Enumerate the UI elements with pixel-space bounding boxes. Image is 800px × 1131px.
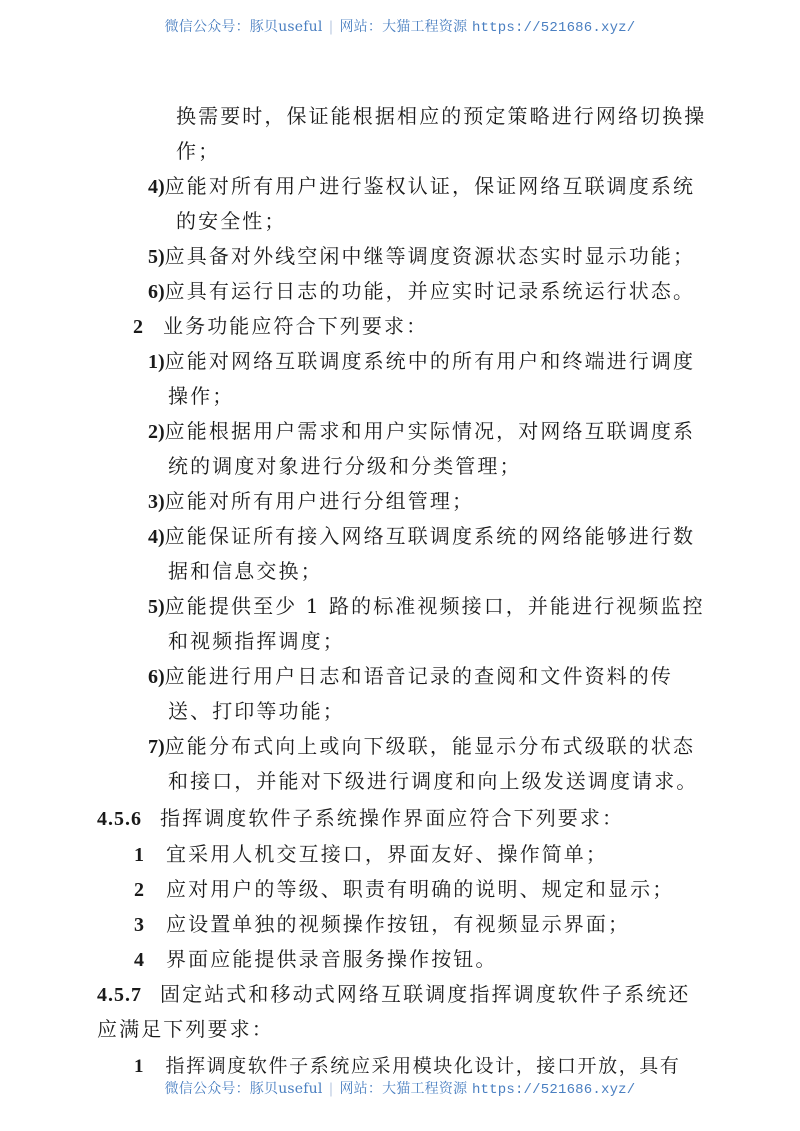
text-line: 作； bbox=[176, 139, 221, 163]
watermark-top bbox=[0, 16, 800, 36]
item-number: 1 bbox=[134, 1056, 144, 1077]
item-number: 6) bbox=[148, 281, 165, 303]
watermark-separator: | bbox=[328, 1081, 334, 1097]
list-item: 6)应能进行用户日志和语音记录的查阅和文件资料的传 bbox=[148, 664, 673, 688]
watermark-account: 微信公众号：豚贝useful bbox=[164, 1081, 323, 1097]
item-number: 1 bbox=[134, 844, 144, 866]
watermark-url[interactable]: https://521686.xyz/ bbox=[471, 1082, 636, 1098]
item-number: 4) bbox=[148, 526, 165, 548]
text-line: 的安全性； bbox=[176, 209, 287, 233]
list-item: 3)应能对所有用户进行分组管理； bbox=[148, 489, 475, 513]
list-item: 2 应对用户的等级、职责有明确的说明、规定和显示； bbox=[134, 877, 675, 901]
text-line: 统的调度对象进行分级和分类管理； bbox=[168, 454, 522, 478]
list-item: 1)应能对网络互联调度系统中的所有用户和终端进行调度 bbox=[148, 349, 696, 373]
item-number: 2 bbox=[133, 316, 143, 338]
item-number: 3 bbox=[134, 914, 144, 936]
list-item: 4)应能保证所有接入网络互联调度系统的网络能够进行数 bbox=[148, 524, 696, 548]
watermark-separator: | bbox=[328, 19, 334, 35]
item-number: 2 bbox=[134, 879, 144, 901]
list-item: 1 宜采用人机交互接口，界面友好、操作简单； bbox=[134, 842, 608, 866]
list-item: 7)应能分布式向上或向下级联，能显示分布式级联的状态 bbox=[148, 734, 696, 758]
watermark-url[interactable]: https://521686.xyz/ bbox=[471, 20, 636, 36]
text-line: 据和信息交换； bbox=[168, 559, 323, 583]
list-item: 5)应具备对外线空闲中继等调度资源状态实时显示功能； bbox=[148, 244, 696, 268]
section-number: 4.5.6 bbox=[97, 808, 142, 830]
text-line: 送、打印等功能； bbox=[168, 699, 345, 723]
watermark-site: 网站：大猫工程资源 bbox=[339, 19, 468, 35]
text-line: 和视频指挥调度； bbox=[168, 629, 345, 653]
watermark-account: 微信公众号：豚贝useful bbox=[164, 19, 323, 35]
item-number: 4 bbox=[134, 949, 144, 971]
section-heading: 4.5.7 固定站式和移动式网络互联调度指挥调度软件子系统还 bbox=[97, 982, 691, 1006]
watermark-bottom bbox=[0, 1078, 800, 1098]
item-number: 5) bbox=[148, 246, 165, 268]
watermark-site: 网站：大猫工程资源 bbox=[339, 1081, 468, 1097]
item-number: 3) bbox=[148, 491, 165, 513]
section-heading: 4.5.6 指挥调度软件子系统操作界面应符合下列要求： bbox=[97, 806, 625, 830]
text-line: 应满足下列要求： bbox=[97, 1017, 274, 1041]
item-number: 1) bbox=[148, 351, 165, 373]
text-line: 操作； bbox=[168, 384, 235, 408]
text-line: 和接口，并能对下级进行调度和向上级发送调度请求。 bbox=[168, 769, 699, 793]
section-number: 4.5.7 bbox=[97, 984, 142, 1006]
text-line: 换需要时，保证能根据相应的预定策略进行网络切换操 bbox=[176, 104, 707, 128]
list-item: 1 指挥调度软件子系统应采用模块化设计，接口开放，具有 bbox=[134, 1055, 681, 1077]
item-number: 5) bbox=[148, 596, 165, 618]
list-item: 2 业务功能应符合下列要求： bbox=[133, 314, 429, 338]
list-item: 6)应具有运行日志的功能，并应实时记录系统运行状态。 bbox=[148, 279, 696, 303]
item-number: 7) bbox=[148, 736, 165, 758]
item-number: 6) bbox=[148, 666, 165, 688]
item-number: 2) bbox=[148, 421, 165, 443]
list-item: 4)应能对所有用户进行鉴权认证，保证网络互联调度系统 bbox=[148, 174, 696, 198]
item-number: 4) bbox=[148, 176, 165, 198]
list-item: 5)应能提供至少 1 路的标准视频接口，并能进行视频监控 bbox=[148, 594, 705, 618]
list-item: 2)应能根据用户需求和用户实际情况，对网络互联调度系 bbox=[148, 419, 696, 443]
list-item: 3 应设置单独的视频操作按钮，有视频显示界面； bbox=[134, 912, 631, 936]
list-item: 4 界面应能提供录音服务操作按钮。 bbox=[134, 947, 498, 971]
